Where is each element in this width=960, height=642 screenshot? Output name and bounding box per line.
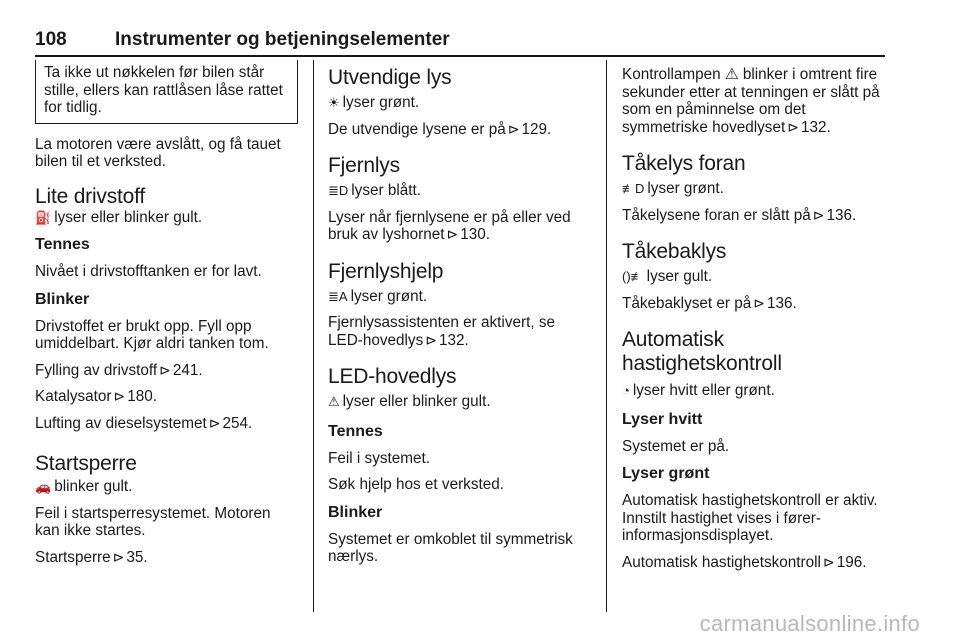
reference-arrow-icon: ⊳: [507, 120, 520, 137]
led-lit-heading: Tennes: [328, 422, 383, 440]
front-fog-ref: Tåkelysene foran er slått på ⊳ 136.: [622, 206, 857, 224]
hba-status: ≣A lyser grønt.: [328, 287, 428, 305]
led-warning-icon: ⚠: [328, 394, 340, 409]
rear-fog-icon: ()≢: [622, 269, 644, 284]
fuel-lit-text: Nivået i drivstofftanken er for lavt.: [35, 263, 262, 280]
led-lit-text-1: Feil i systemet.: [328, 449, 430, 467]
fuel-ref-2: Katalysator ⊳ 180.: [35, 388, 158, 405]
reference-arrow-icon: ⊳: [753, 294, 765, 311]
cruise-green-heading: Lyser grønt: [622, 465, 710, 482]
exterior-light-icon: ☀: [328, 95, 340, 110]
fuel-status: ⛽ lyser eller blinker gult.: [35, 208, 203, 226]
fuel-blink-text: Drivstoffet er brukt opp. Fyll opp umiddelbart. Kjør aldri tanken tom.: [35, 317, 269, 352]
reference-arrow-icon: ⊳: [208, 414, 221, 431]
reference-arrow-icon: ⊳: [112, 548, 125, 565]
exterior-status: ☀ lyser grønt.: [328, 94, 420, 111]
cruise-white-text: Systemet er på.: [622, 437, 730, 455]
fuel-ref-3: Lufting av dieselsystemet ⊳ 254.: [35, 414, 253, 432]
highbeam-heading: Fjernlys: [328, 154, 400, 177]
reference-arrow-icon: ⊳: [113, 388, 126, 404]
reference-arrow-icon: ⊳: [812, 206, 825, 223]
led-blink-heading: Blinker: [328, 503, 383, 521]
high-beam-assist-icon: ≣A: [328, 288, 348, 304]
immobiliser-ref: Startsperre ⊳ 35.: [35, 548, 148, 566]
reference-arrow-icon: ⊳: [822, 553, 835, 570]
column-3: [622, 60, 888, 571]
highbeam-text: Lyser når fjernlysene er på eller ved bruk av lyshornet ⊳ 130.: [328, 208, 571, 243]
fuel-blink-heading: Blinker: [35, 290, 90, 308]
highbeam-status: ≣D lyser blått.: [328, 182, 421, 199]
immobiliser-text: Feil i startsperresystemet. Motoren kan ikke startes.: [35, 504, 271, 539]
rear-fog-heading: Tåkebaklys: [622, 240, 727, 263]
reference-arrow-icon: ⊳: [425, 331, 437, 348]
column-1: [35, 60, 298, 566]
immobiliser-status: 🚗 blinker gult.: [35, 478, 133, 495]
rear-fog-status: ()≢ lyser gult.: [622, 268, 713, 285]
high-beam-icon: ≣D: [328, 183, 349, 198]
header-rule: [35, 55, 885, 57]
fuel-icon: ⛽: [35, 209, 52, 225]
immobiliser-icon: 🚗: [35, 479, 52, 494]
watermark: carmanualsonline.info: [699, 611, 920, 636]
led-blink-text: Systemet er omkoblet til symmetrisk nærlys.: [328, 530, 573, 565]
fuel-heading: Lite drivstoff: [35, 184, 146, 208]
exterior-ref: De utvendige lysene er på ⊳ 129.: [328, 120, 552, 138]
cruise-control-icon: ◔: [622, 383, 630, 398]
page-header: [35, 26, 885, 56]
page-title: Instrumenter og betjeningselementer: [115, 29, 450, 50]
hba-heading: Fjernlyshjelp: [328, 259, 444, 283]
front-fog-icon: ≢D: [622, 181, 645, 196]
reference-arrow-icon: ⊳: [787, 118, 799, 135]
led-lit-text-2: Søk hjelp hos et verksted.: [328, 476, 504, 493]
cruise-ref: Automatisk hastighetskontroll ⊳ 196.: [622, 553, 867, 571]
front-fog-heading: Tåkelys foran: [622, 152, 746, 175]
column-divider-1: [313, 60, 314, 612]
led-heading: LED-hovedlys: [328, 365, 457, 388]
control-lamp-text: Kontrollampen ⚠ blinker i omtrent fire sekunder etter at tenningen er slått på som en påminnelse om det symmetriske hovedlyset ⊳ 132.: [622, 66, 880, 136]
exterior-heading: Utvendige lys: [328, 66, 452, 89]
reference-arrow-icon: ⊳: [159, 361, 171, 378]
column-divider-2: [606, 60, 607, 612]
front-fog-status: ≢D lyser grønt.: [622, 180, 724, 197]
fuel-lit-heading: Tennes: [35, 236, 90, 253]
page-number: 108: [35, 29, 67, 50]
hba-text: Fjernlysassistenten er aktivert, se LED-hovedlys ⊳ 132.: [328, 314, 555, 349]
rear-fog-ref: Tåkebaklyset er på ⊳ 136.: [622, 294, 797, 312]
cruise-green-text: Automatisk hastighetskontroll er aktiv. Innstilt hastighet vises i førerinformasjonsdisplayet.: [622, 492, 878, 544]
cruise-status: ◔ lyser hvitt eller grønt.: [622, 382, 775, 399]
reference-arrow-icon: ⊳: [446, 226, 459, 242]
engine-note: La motoren være avslått, og få tauet bilen til et verksted.: [35, 135, 281, 170]
cruise-white-heading: Lyser hvitt: [622, 410, 703, 428]
cruise-heading: Automatisk hastighetskontroll: [622, 328, 782, 375]
warning-box: Ta ikke ut nøkkelen før bilen står stille, ellers kan rattlåsen låse rattet for tidlig.: [35, 60, 298, 124]
fuel-ref-1: Fylling av drivstoff ⊳ 241.: [35, 361, 203, 379]
led-status: ⚠ lyser eller blinker gult.: [328, 393, 491, 410]
immobiliser-heading: Startsperre: [35, 452, 137, 475]
column-2: [328, 60, 590, 566]
